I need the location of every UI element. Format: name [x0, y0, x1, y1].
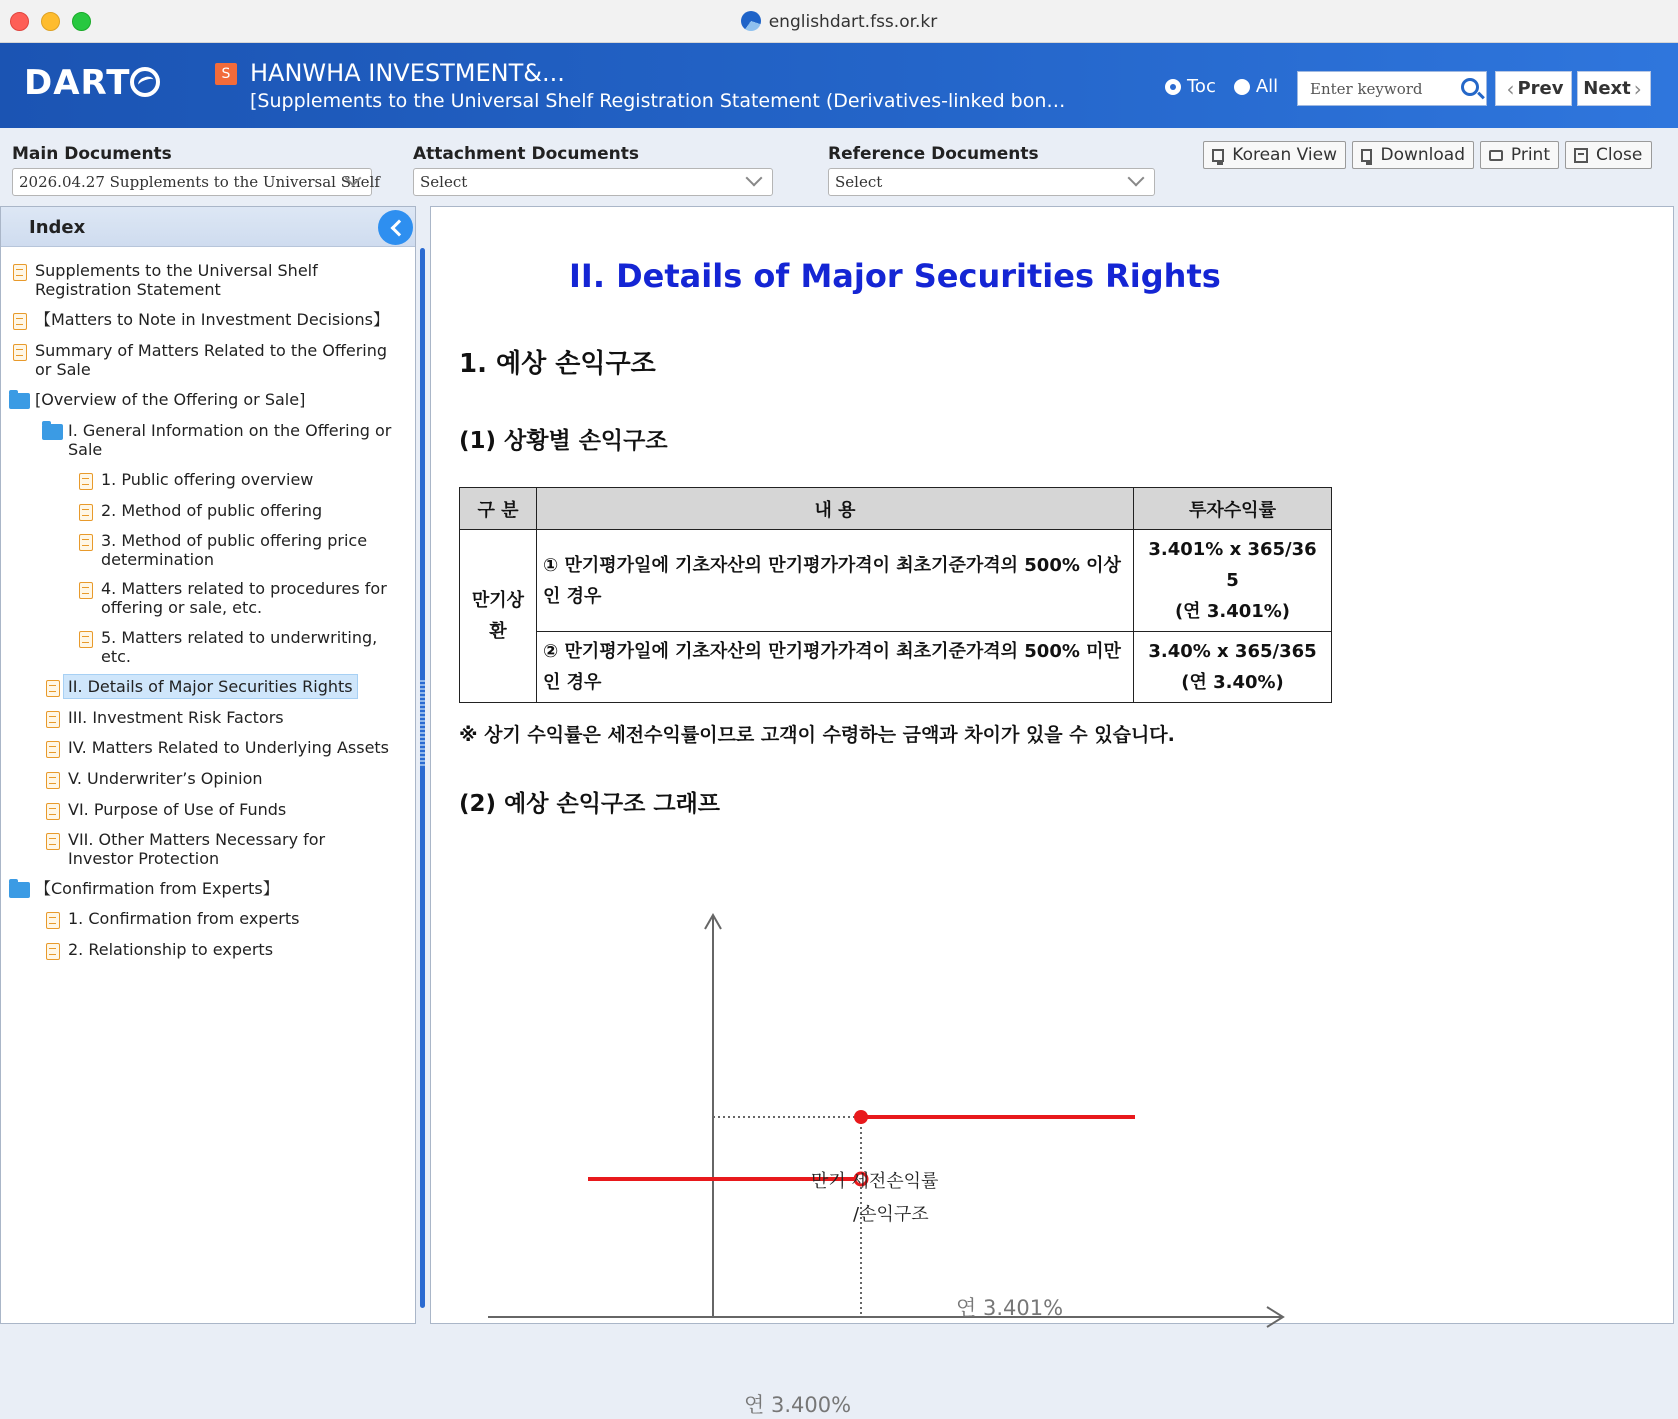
collapse-sidebar-button[interactable]	[378, 210, 413, 245]
toc-item-matters-to-note[interactable]: 【Matters to Note in Investment Decisions】	[35, 310, 385, 329]
return-2-line-2: (연 3.40%)	[1181, 672, 1284, 693]
chevron-left-icon: ‹	[1506, 76, 1515, 101]
main-documents-select[interactable]	[12, 168, 380, 196]
sidebar-splitter[interactable]	[420, 248, 425, 1308]
table-header-return: 투자수익률	[1134, 488, 1332, 530]
document-icon	[13, 264, 27, 281]
sidebar-title: Index	[29, 217, 86, 238]
pre-tax-note: ※ 상기 수익률은 세전수익률이므로 고객이 수령하는 금액과 차이가 있을 수 있습니다.	[459, 724, 1175, 746]
sidebar-header	[1, 207, 415, 247]
reference-documents-value: Select	[835, 173, 883, 191]
splitter-grip-handle[interactable]	[420, 678, 425, 768]
table-row	[460, 632, 1332, 703]
next-label: Next	[1583, 78, 1631, 99]
site-favicon-icon	[741, 11, 761, 31]
table-cell-condition-1	[537, 530, 1134, 632]
document-icon	[79, 631, 93, 648]
category-line-1: 만기상	[471, 590, 525, 611]
return-2-line-1: 3.40% x 365/365	[1148, 641, 1317, 662]
toc-item-relationship-experts[interactable]: 2. Relationship to experts	[68, 940, 398, 959]
document-icon	[46, 680, 60, 697]
toc-mode-radio-group	[1165, 76, 1296, 97]
return-1-line-1: 3.401% x 365/36	[1148, 539, 1317, 560]
chevron-down-icon	[746, 170, 763, 187]
app-header	[0, 43, 1678, 128]
filing-type-badge: S	[215, 63, 237, 85]
print-button[interactable]	[1480, 141, 1559, 169]
heading-scenario-structure: (1) 상황별 손익구조	[459, 428, 668, 454]
table-cell-condition-2	[537, 632, 1134, 703]
condition-2-line-1: ② 만기평가일에 기초자산의 만기평가가격이 최초기준가격의 500% 미만	[543, 641, 1121, 662]
search-box	[1297, 71, 1487, 106]
graph-high-label: 연 3.401%	[956, 1296, 1064, 1320]
section-title: II. Details of Major Securities Rights	[569, 257, 1221, 295]
graph-y-label-line-1: 만기 세전손익률	[811, 1171, 939, 1192]
korean-view-label: Korean View	[1232, 145, 1337, 165]
high-payoff-point	[854, 1110, 868, 1124]
document-title: [Supplements to the Universal Shelf Registration Statement (Derivatives-linked bon…	[250, 90, 1066, 112]
chevron-down-icon	[1128, 170, 1145, 187]
prev-label: Prev	[1517, 78, 1564, 99]
download-button[interactable]	[1352, 141, 1474, 169]
toc-item-risk-factors[interactable]: III. Investment Risk Factors	[68, 708, 398, 727]
print-label: Print	[1510, 145, 1550, 165]
reference-documents-group	[828, 144, 1155, 196]
toc-item-major-securities-rights[interactable]: II. Details of Major Securities Rights	[68, 677, 398, 696]
document-icon	[79, 473, 93, 490]
heading-profit-loss-structure: 1. 예상 손익구조	[459, 349, 656, 379]
document-icon	[79, 534, 93, 551]
toc-item-price-determination[interactable]: 3. Method of public offering price determination	[101, 531, 401, 569]
index-sidebar	[0, 206, 416, 1324]
radio-toc-label[interactable]: Toc	[1187, 76, 1216, 97]
document-icon	[13, 313, 27, 330]
document-icon	[46, 741, 60, 758]
url-display	[0, 11, 1678, 32]
download-monitor-icon	[1361, 149, 1372, 162]
return-structure-table	[459, 487, 1332, 703]
graph-low-label: 연 3.400%	[744, 1393, 852, 1417]
condition-2-line-2: 인 경우	[543, 672, 602, 693]
radio-toc[interactable]	[1165, 79, 1181, 95]
toc-item-underwriting[interactable]: 5. Matters related to underwriting, etc.	[101, 628, 401, 666]
attachment-documents-select[interactable]	[413, 168, 773, 196]
url-text: englishdart.fss.or.kr	[768, 12, 938, 32]
payoff-graph	[431, 957, 1671, 1327]
toc-item-confirmation-from-experts[interactable]: 1. Confirmation from experts	[68, 909, 398, 928]
attachment-documents-group	[413, 144, 773, 196]
condition-1-line-1: ① 만기평가일에 기초자산의 만기평가가격이 최초기준가격의 500% 이상	[543, 554, 1121, 576]
attachment-documents-value: Select	[420, 173, 468, 191]
table-cell-return-1	[1134, 530, 1332, 632]
attachment-documents-label: Attachment Documents	[413, 144, 640, 164]
table-cell-category	[460, 530, 537, 703]
document-icon	[79, 504, 93, 521]
toc-item-supplements[interactable]: Supplements to the Universal Shelf Registration Statement	[35, 261, 385, 299]
download-label: Download	[1380, 145, 1465, 165]
main-documents-group	[12, 144, 380, 196]
folder-icon	[9, 882, 30, 898]
document-icon	[13, 344, 27, 361]
next-button[interactable]	[1577, 71, 1651, 106]
return-1-line-3: (연 3.401%)	[1174, 601, 1291, 622]
prev-button[interactable]	[1495, 71, 1572, 106]
toc-item-procedures[interactable]: 4. Matters related to procedures for offering or sale, etc.	[101, 579, 401, 617]
close-button[interactable]	[1565, 141, 1652, 169]
radio-all-label[interactable]: All	[1255, 76, 1279, 97]
toc-item-underwriter-opinion[interactable]: V. Underwriter’s Opinion	[68, 769, 398, 788]
toc-item-confirmation-experts[interactable]: 【Confirmation from Experts】	[35, 879, 385, 898]
korean-view-button[interactable]	[1203, 141, 1346, 169]
dart-logo-mark-icon	[130, 67, 160, 97]
heading-graph: (2) 예상 손익구조 그래프	[459, 791, 721, 817]
dart-logo[interactable]: DART	[24, 63, 160, 103]
reference-documents-select[interactable]	[828, 168, 1155, 196]
condition-1-line-2: 인 경우	[543, 585, 602, 607]
table-header-row	[460, 488, 1332, 530]
document-icon	[46, 772, 60, 789]
document-icon	[46, 912, 60, 929]
toc-item-general-info[interactable]: I. General Information on the Offering or Sale	[68, 421, 398, 459]
table-row	[460, 530, 1332, 632]
toc-item-investor-protection[interactable]: VII. Other Matters Necessary for Investor Protection	[68, 830, 368, 868]
reference-documents-label: Reference Documents	[828, 144, 1039, 164]
search-input[interactable]	[1298, 72, 1448, 105]
toc-item-summary[interactable]: Summary of Matters Related to the Offering or Sale	[35, 341, 405, 379]
search-icon[interactable]	[1461, 78, 1479, 96]
toc-item-overview[interactable]: [Overview of the Offering or Sale]	[35, 390, 385, 409]
radio-all[interactable]	[1234, 79, 1250, 95]
document-content	[430, 206, 1674, 1417]
table-header-content: 내 용	[537, 488, 1134, 530]
document-icon	[79, 582, 93, 599]
window-titlebar	[0, 0, 1678, 43]
category-line-2: 환	[489, 621, 507, 642]
toc-item-method-public-offering[interactable]: 2. Method of public offering	[101, 501, 401, 520]
document-icon	[46, 803, 60, 820]
return-1-line-2: 5	[1226, 570, 1239, 591]
toc-item-use-of-funds[interactable]: VI. Purpose of Use of Funds	[68, 800, 398, 819]
main-documents-label: Main Documents	[12, 144, 172, 164]
table-header-category: 구 분	[460, 488, 537, 530]
folder-icon	[42, 424, 63, 440]
main-documents-value: 2026.04.27 Supplements to the Universal Shelf	[19, 173, 380, 191]
document-icon	[1574, 148, 1588, 163]
document-icon	[46, 711, 60, 728]
graph-y-label-line-2: /손익구조	[853, 1204, 929, 1225]
toc-item-public-offering-overview[interactable]: 1. Public offering overview	[101, 470, 401, 489]
chevron-right-icon: ›	[1633, 76, 1642, 101]
monitor-icon	[1212, 149, 1224, 162]
folder-icon	[9, 393, 30, 409]
toc-item-underlying-assets[interactable]: IV. Matters Related to Underlying Assets	[68, 738, 413, 757]
company-name: HANWHA INVESTMENT&...	[250, 59, 565, 87]
document-icon	[46, 833, 60, 850]
table-cell-return-2	[1134, 632, 1332, 703]
close-label: Close	[1596, 145, 1643, 165]
printer-icon	[1489, 150, 1503, 161]
document-icon	[46, 943, 60, 960]
